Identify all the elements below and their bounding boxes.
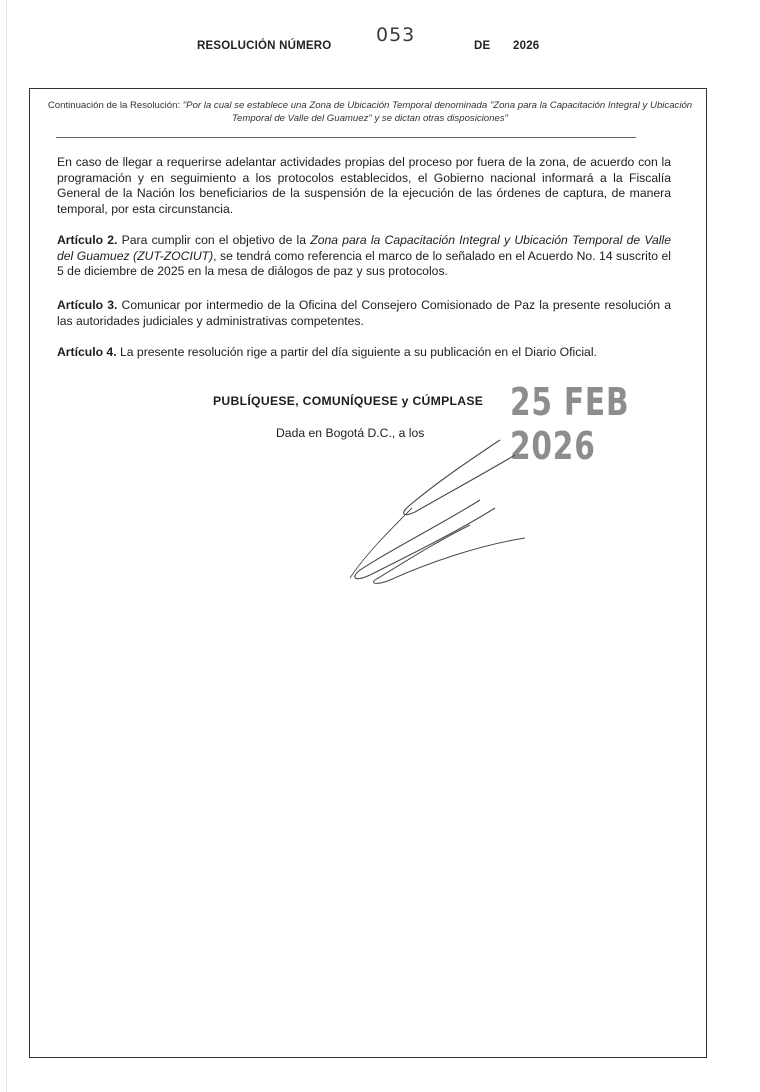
- article-4-title: Artículo 4.: [57, 345, 117, 359]
- document-header: [0, 24, 760, 60]
- article-2-text-b: , se tendrá como referencia el marco de lo señalado en el Acuerdo No. 14 suscrito el 5 de diciembre de 2025 en la mesa de diálogos de paz y sus protocolos.: [57, 248, 671, 279]
- resolucion-label: RESOLUCIÓN NÚMERO: [197, 40, 332, 52]
- article-4-text: La presente resolución rige a partir del día siguiente a su publicación en el Diario Oficial.: [116, 345, 597, 359]
- de-label: DE: [474, 40, 491, 52]
- date-stamp: 25 FEB 2026: [510, 380, 630, 468]
- article-2-text-a: Para cumplir con el objetivo de la: [117, 233, 311, 247]
- page-edge: [6, 0, 7, 1092]
- publiquese-line: PUBLÍQUESE, COMUNÍQUESE y CÚMPLASE: [213, 394, 484, 408]
- article-3: [57, 298, 671, 329]
- dada-en-bogota: Dada en Bogotá D.C., a los: [276, 426, 425, 440]
- continuation-prefix: Continuación de la Resolución:: [47, 100, 183, 111]
- continuation-note: [40, 100, 700, 125]
- signature-image: [330, 430, 530, 590]
- article-2-zone-name: Zona para la Capacitación Integral y Ubicación Temporal de Valle del Guamuez (ZUT-ZOCIUT): [57, 233, 672, 263]
- paragraph-1: En caso de llegar a requerirse adelantar actividades propias del proceso por fuera de la zona, de acuerdo con la programación y en seguimiento a los protocolos establecidos, el Gobierno nacional informará a la Fiscalía General de la Nación los beneficiarios de la suspensión de la ejecución de las órdenes de captura, de manera temporal, por esta circunstancia.: [57, 155, 671, 216]
- resolucion-number: 053: [376, 24, 416, 46]
- resolution-year: 2026: [513, 40, 540, 52]
- article-4: [57, 345, 671, 361]
- article-3-title: Artículo 3.: [57, 298, 118, 312]
- continuation-title: "Por la cual se establece una Zona de Ubicación Temporal denominada "Zona para la Capacitación Integral y Ubicación Temporal de Valle del Guamuez" y se dictan otras disposiciones": [182, 100, 693, 124]
- article-2-title: Artículo 2.: [57, 233, 118, 247]
- article-2: [57, 233, 671, 280]
- continuation-divider: [56, 137, 636, 138]
- article-3-text: Comunicar por intermedio de la Oficina del Consejero Comisionado de Paz la presente resolución a las autoridades judiciales y administrativas competentes.: [57, 298, 671, 328]
